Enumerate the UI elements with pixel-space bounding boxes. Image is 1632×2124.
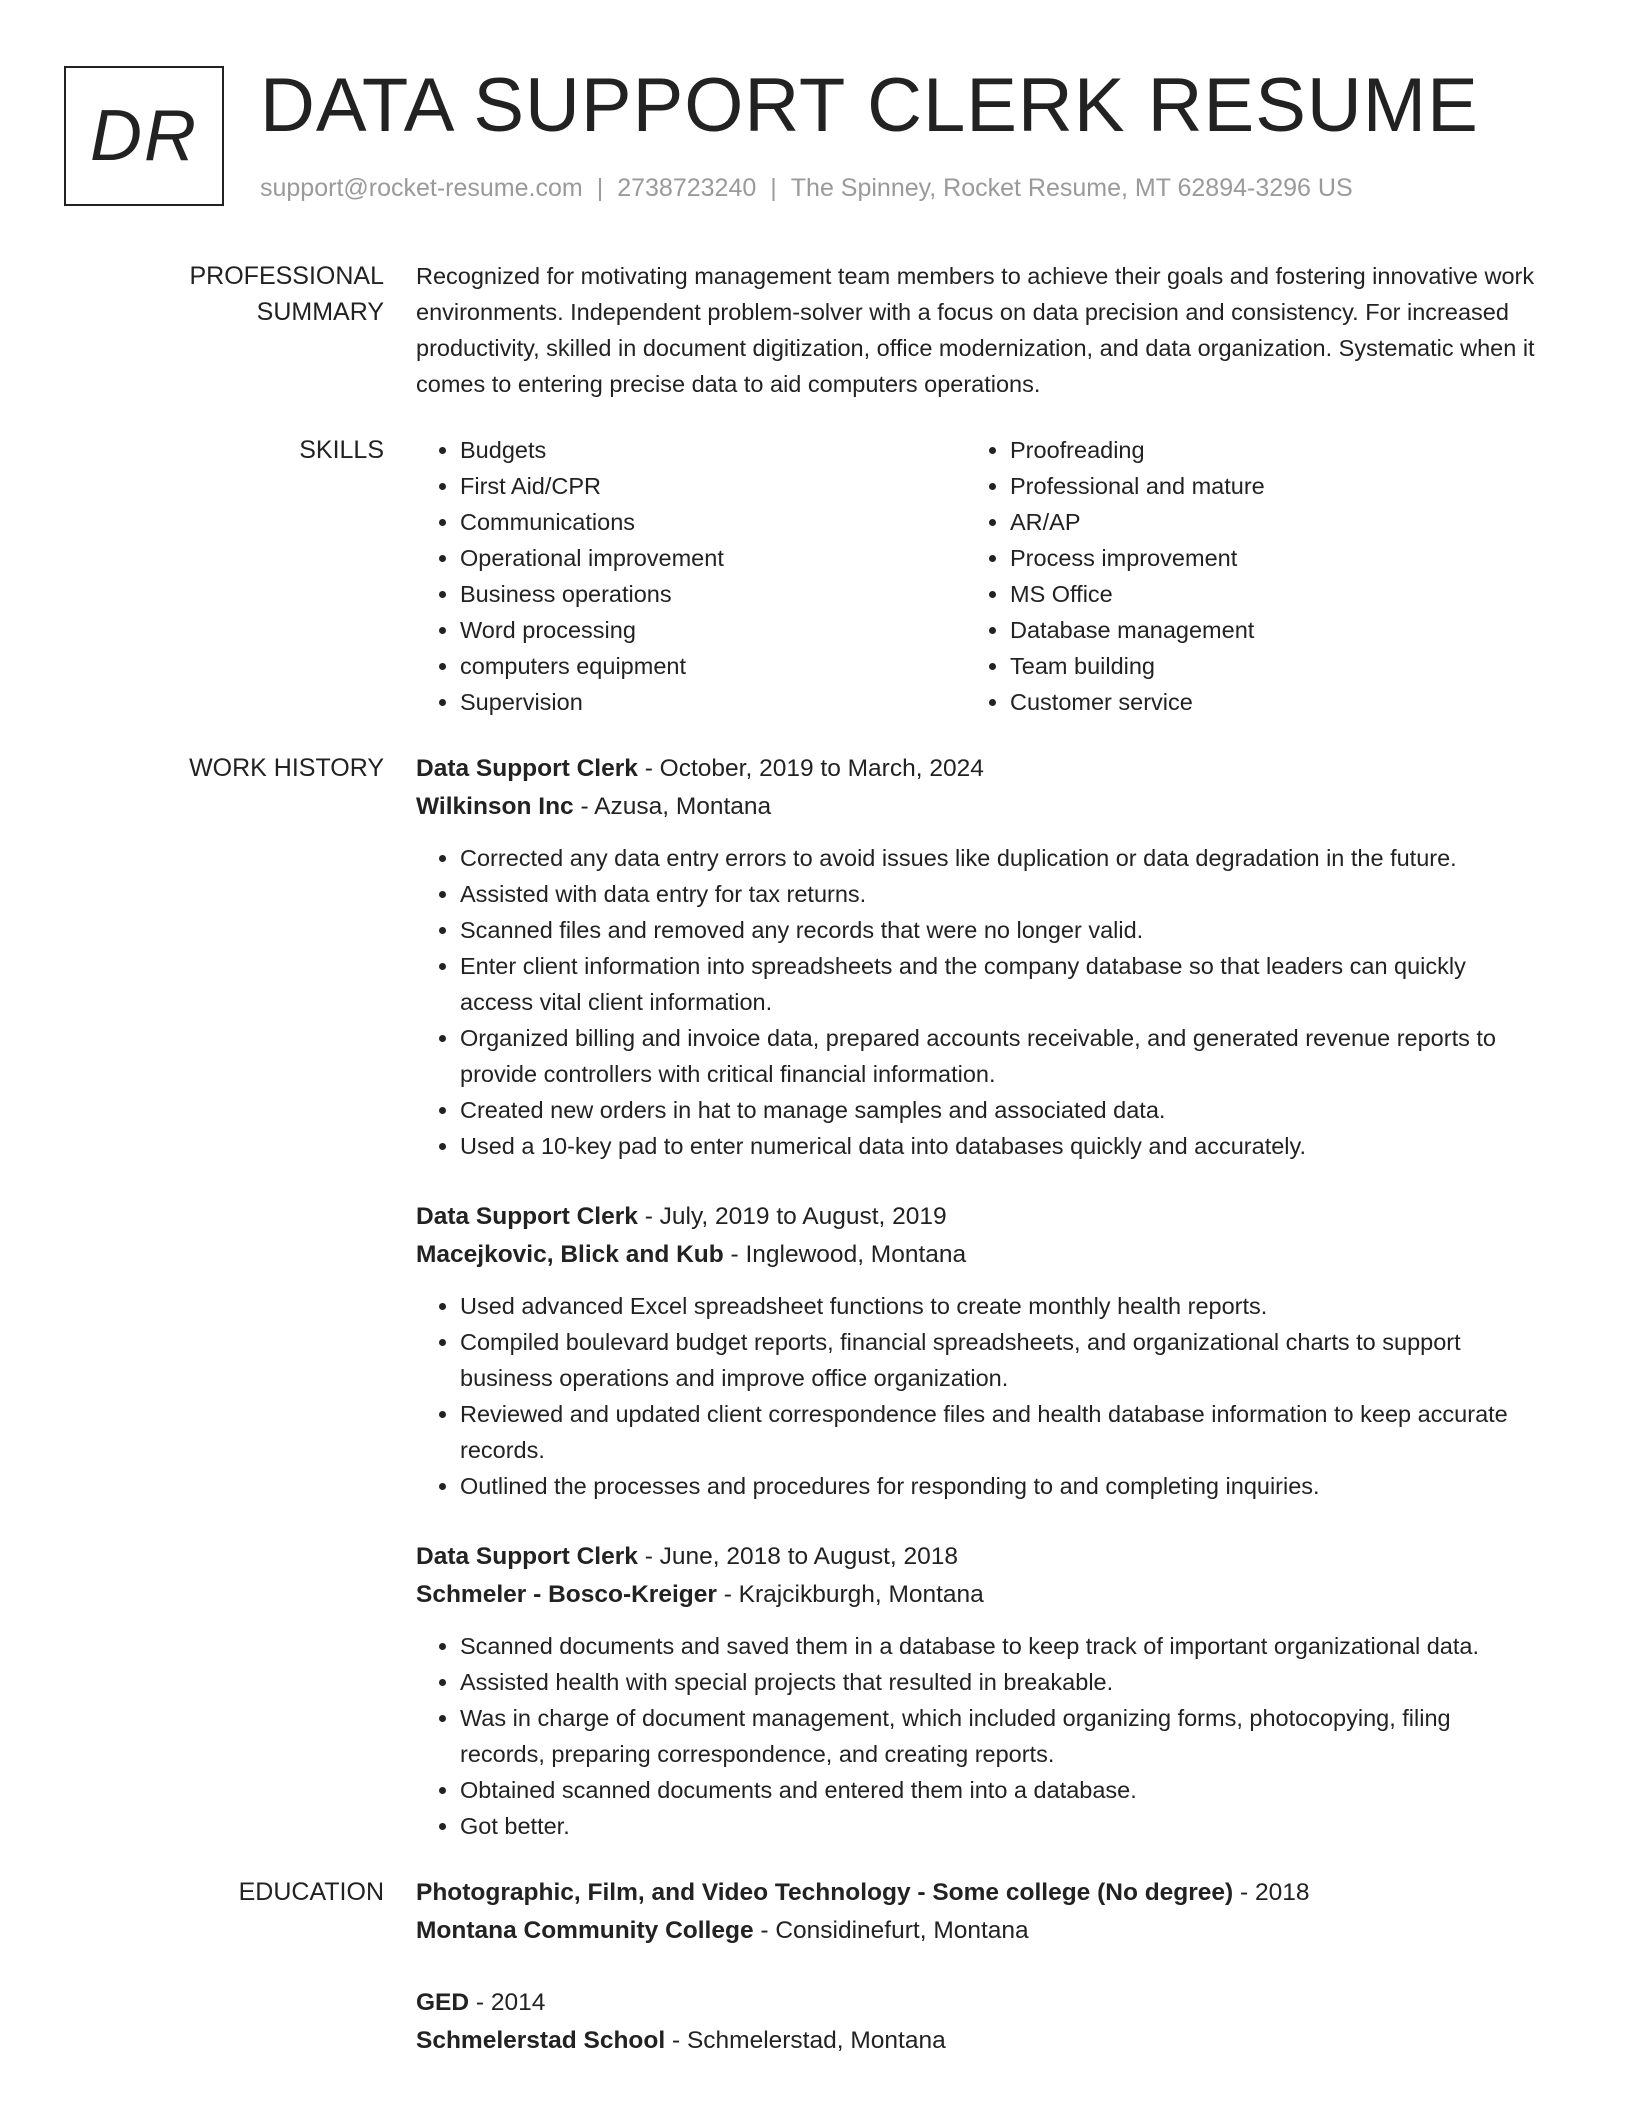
education-location: - Considinefurt, Montana [753, 1917, 1029, 1944]
summary-text: Recognized for motivating management team members to achieve their goals and fostering innovative work environments. Independent problem-solver with a focus on data precision and consistency. For increased productivity, skilled in document digitization, office modernization, and data organization. Systematic when it comes to entering precise data to aid computers operations. [416, 263, 1535, 397]
contact-email[interactable]: support@rocket-resume.com [260, 174, 583, 202]
job-company: Macejkovic, Blick and Kub [416, 1241, 724, 1268]
skill-item: • Professional and mature [1010, 468, 1516, 504]
job-bullet: • Organized billing and invoice data, prepared accounts receivable, and generated revenue reports to provide controllers with critical financial information. [460, 1020, 1536, 1092]
skill-item: • Customer service [1010, 684, 1516, 720]
education-entry [416, 1874, 1536, 1950]
skills-column-left [416, 432, 966, 720]
job-title-line [416, 750, 1536, 788]
contact-separator: | [596, 174, 604, 202]
job-bullet: • Scanned files and removed any records that were no longer valid. [460, 912, 1536, 948]
skill-item: • First Aid/CPR [460, 468, 966, 504]
skill-item: • computers equipment [460, 648, 966, 684]
skill-item: • Communications [460, 504, 966, 540]
job-company-line [416, 788, 1536, 826]
job-company: Wilkinson Inc [416, 793, 574, 820]
job-bullets [416, 1288, 1536, 1504]
summary-heading: PROFESSIONAL SUMMARY [189, 262, 384, 326]
initials-monogram: DR [64, 66, 224, 206]
job-location: - Azusa, Montana [573, 793, 772, 820]
education-year: - 2018 [1233, 1879, 1310, 1906]
job-title-line [416, 1538, 1536, 1576]
education-school-line [416, 2022, 1536, 2060]
resume-sections [64, 258, 1564, 2124]
skill-item: • Proofreading [1010, 432, 1516, 468]
job-location: - Inglewood, Montana [723, 1241, 967, 1268]
education-location: - Schmelerstad, Montana [665, 2027, 946, 2054]
job-location: - Krajcikburgh, Montana [716, 1581, 984, 1608]
education-degree: GED [416, 1989, 470, 2016]
education-degree-line [416, 1984, 1536, 2022]
job-bullet: • Enter client information into spreadsheets and the company database so that leaders can quickly access vital client information. [460, 948, 1536, 1020]
summary-section [64, 258, 1564, 402]
job-dates: - July, 2019 to August, 2019 [637, 1203, 947, 1230]
education-entry [416, 1984, 1536, 2060]
job-dates: - June, 2018 to August, 2018 [637, 1543, 959, 1570]
job-bullet: • Used advanced Excel spreadsheet functions to create monthly health reports. [460, 1288, 1536, 1324]
job-company: Schmeler - Bosco-Kreiger [416, 1581, 717, 1608]
job-bullet: • Assisted with data entry for tax returns. [460, 876, 1536, 912]
education-school-line [416, 1912, 1536, 1950]
job-bullet: • Used a 10-key pad to enter numerical data into databases quickly and accurately. [460, 1128, 1536, 1164]
skill-item: • AR/AP [1010, 504, 1516, 540]
contact-separator: | [770, 174, 777, 202]
job-bullet: • Was in charge of document management, which included organizing forms, photocopying, filing records, preparing correspondence, and creating reports. [460, 1700, 1536, 1772]
skill-item: • Word processing [460, 612, 966, 648]
job-bullets [416, 840, 1536, 1164]
skills-heading: SKILLS [299, 436, 384, 464]
contact-address: The Spinney, Rocket Resume, MT 62894-3296 US [790, 174, 1353, 202]
education-year: - 2014 [469, 1989, 546, 2016]
skills-section [64, 432, 1564, 720]
skill-item: • Business operations [460, 576, 966, 612]
job-title: Data Support Clerk [416, 755, 638, 782]
job-title: Data Support Clerk [416, 1203, 638, 1230]
skill-item: • Process improvement [1010, 540, 1516, 576]
skills-column-right [966, 432, 1516, 720]
job-bullet: • Compiled boulevard budget reports, financial spreadsheets, and organizational charts to support business operations and improve office organization. [460, 1324, 1536, 1396]
education-degree-line [416, 1874, 1536, 1912]
skill-item: • Budgets [460, 432, 966, 468]
education-section [64, 1874, 1564, 2094]
job-bullet: • Created new orders in hat to manage samples and associated data. [460, 1092, 1536, 1128]
skills-grid [416, 432, 1536, 720]
job-entry [416, 750, 1536, 1164]
job-bullet: • Reviewed and updated client correspondence files and health database information to keep accurate records. [460, 1396, 1536, 1468]
job-title: Data Support Clerk [416, 1543, 638, 1570]
skill-item: • MS Office [1010, 576, 1516, 612]
skill-item: • Database management [1010, 612, 1516, 648]
contact-phone[interactable]: 2738723240 [617, 174, 757, 202]
job-title-line [416, 1198, 1536, 1236]
education-school: Schmelerstad School [416, 2027, 666, 2054]
job-bullet: • Corrected any data entry errors to avoid issues like duplication or data degradation in the future. [460, 840, 1536, 876]
work-history-section [64, 750, 1564, 1844]
job-company-line [416, 1576, 1536, 1614]
skill-item: • Team building [1010, 648, 1516, 684]
job-bullet: • Got better. [460, 1808, 1536, 1844]
contact-line [260, 174, 1353, 203]
job-bullet: • Scanned documents and saved them in a database to keep track of important organizational data. [460, 1628, 1536, 1664]
education-school: Montana Community College [416, 1917, 754, 1944]
work-history-heading: WORK HISTORY [189, 754, 384, 782]
job-company-line [416, 1236, 1536, 1274]
job-bullet: • Obtained scanned documents and entered them into a database. [460, 1772, 1536, 1808]
education-heading: EDUCATION [238, 1878, 384, 1906]
skill-item: • Operational improvement [460, 540, 966, 576]
job-bullet: • Outlined the processes and procedures for responding to and completing inquiries. [460, 1468, 1536, 1504]
job-bullet: • Assisted health with special projects that resulted in breakable. [460, 1664, 1536, 1700]
job-entry [416, 1198, 1536, 1504]
job-bullets [416, 1628, 1536, 1844]
resume-header [64, 63, 1584, 216]
job-dates: - October, 2019 to March, 2024 [637, 755, 984, 782]
resume-title: DATA SUPPORT CLERK RESUME [260, 63, 1479, 148]
education-degree: Photographic, Film, and Video Technology - Some college (No degree) [416, 1879, 1234, 1906]
skill-item: • Supervision [460, 684, 966, 720]
job-entry [416, 1538, 1536, 1844]
